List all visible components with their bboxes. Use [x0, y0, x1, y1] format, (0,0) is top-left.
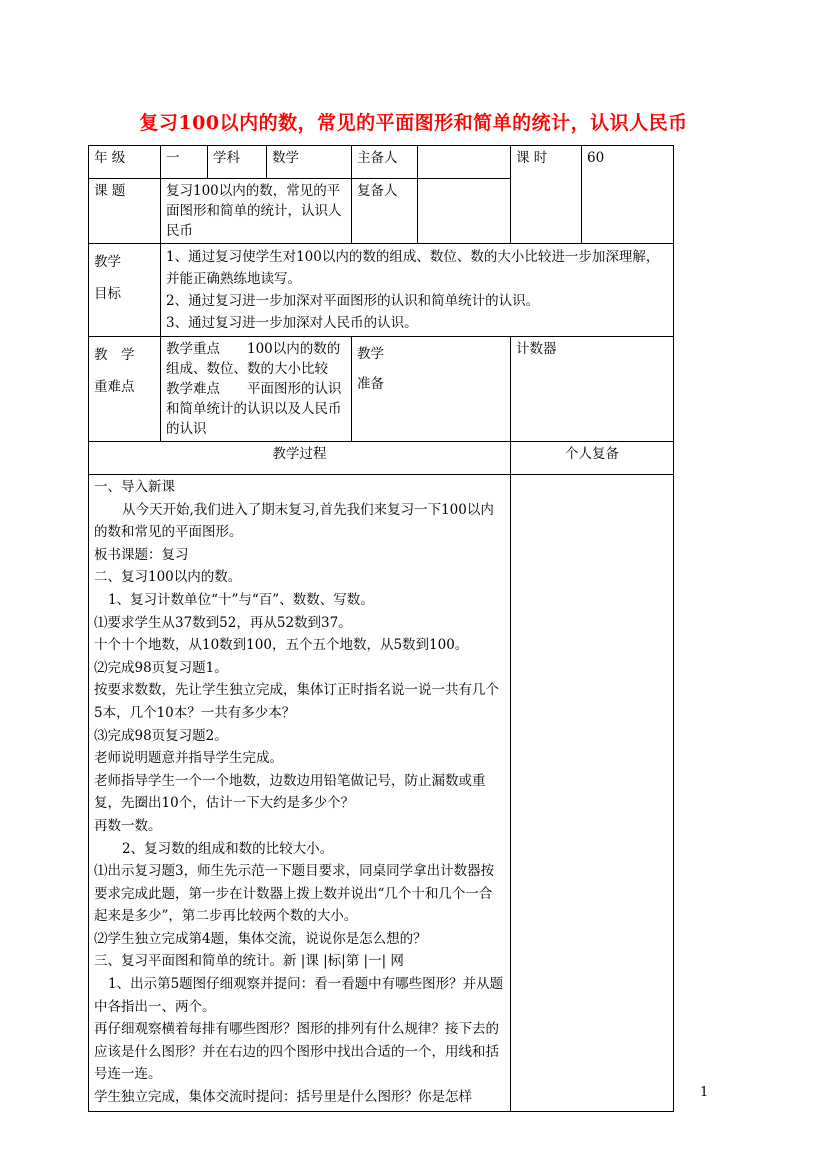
topic-value: 复习100以内的数，常见的平面图形和简单的统计，认识人民币 — [161, 179, 352, 244]
process-line: 板书课题：复习 — [94, 546, 189, 563]
process-line: 再仔细观察横着每排有哪些图形？图形的排列有什么规律？接下去的应该是什么图形？并在右边的四个图形中找出合适的一个，用线和括号连一连。 — [94, 1021, 499, 1083]
goals-label-line1: 教学 — [94, 254, 121, 270]
prep-label — [352, 337, 511, 442]
prep-label-line2: 准备 — [357, 376, 384, 392]
process-header: 教学过程 — [89, 442, 511, 475]
topic-label: 课 题 — [89, 179, 161, 244]
keypoints-label — [89, 337, 161, 442]
personal-review-header: 个人复备 — [511, 442, 674, 475]
process-content — [89, 475, 511, 1112]
process-line: 按要求数数，先让学生独立完成，集体订正时指名说一说一共有几个5本，几个10本？一共有多少本？ — [94, 682, 499, 721]
difficult-point: 教学难点 平面图形的认识和简单统计的认识以及人民币的认识 — [166, 381, 342, 437]
keypoints-label-line2: 重难点 — [94, 379, 135, 395]
goals-content — [161, 244, 674, 337]
goal-item: 2、通过复习进一步加深对平面图形的认识和简单统计的认识。 — [166, 293, 540, 309]
hours-label: 课 时 — [511, 146, 582, 244]
process-line: ⑵学生独立完成第4题，集体交流，说说你是怎么想的？ — [94, 930, 427, 947]
hours-value: 60 — [582, 146, 674, 244]
subject-label: 学科 — [208, 146, 267, 179]
lesson-plan-table — [88, 145, 674, 1112]
process-line: 学生独立完成，集体交流时提问：括号里是什么图形？你是怎样 — [94, 1089, 472, 1106]
process-line: 二、复习100以内的数。 — [94, 569, 242, 586]
goal-item: 3、通过复习进一步加深对人民币的认识。 — [166, 315, 418, 331]
grade-label: 年 级 — [89, 146, 161, 179]
process-line: 老师指导学生一个一个地数，边数边用铅笔做记号，防止漏数或重复，先圈出10个，估计一下大约是多少个？ — [94, 772, 486, 812]
keypoints-content — [161, 337, 352, 442]
goals-label — [89, 244, 161, 337]
process-line: ⑴出示复习题3，师生先示范一下题目要求，同桌同学拿出计数器按要求完成此题，第一步在计数器上拨上数并说出“几个十和几个一合起来是多少”，第二步再比较两个数的大小。 — [94, 863, 495, 925]
review-preparer-value — [418, 179, 511, 244]
process-line: 老师说明题意并指导学生完成。 — [94, 750, 283, 767]
main-preparer-label: 主备人 — [352, 146, 418, 179]
prep-value: 计数器 — [511, 337, 674, 442]
main-preparer-value — [418, 146, 511, 179]
process-line: 三、复习平面图和简单的统计。新 |课 |标|第 |一| 网 — [94, 953, 404, 970]
process-line: 1、复习计数单位“十”与“百”、数数、写数。 — [108, 591, 374, 608]
process-line: 2、复习数的组成和数的比较大小。 — [122, 840, 334, 857]
goal-item: 1、通过复习使学生对100以内的数的组成、数位、数的大小比较进一步加深理解，并能正确熟练地读写。 — [166, 249, 660, 287]
page-number: 1 — [700, 1085, 709, 1100]
process-line: 再数一数。 — [94, 817, 162, 834]
grade-value: 一 — [161, 146, 208, 179]
process-line: ⑶完成98页复习题2。 — [94, 727, 228, 744]
review-preparer-label: 复备人 — [352, 179, 418, 244]
personal-review-content — [511, 475, 674, 1112]
process-line: 1、出示第5题图仔细观察并提问：看一看题中有哪些图形？并从题中各指出一、两个。 — [94, 976, 504, 1015]
subject-value: 数学 — [267, 146, 352, 179]
process-line: ⑴要求学生从37数到52，再从52数到37。 — [94, 614, 352, 631]
process-line: ⑵完成98页复习题1。 — [94, 659, 228, 676]
process-line: 一、导入新课 — [94, 479, 175, 495]
process-line: 十个十个地数，从10数到100，五个五个地数，从5数到100。 — [94, 637, 469, 654]
goals-label-line2: 目标 — [94, 286, 121, 302]
key-point: 教学重点 100以内的数的组成、数位、数的大小比较 — [166, 341, 341, 377]
page-title: 复习100以内的数，常见的平面图形和简单的统计，认识人民币 — [139, 112, 688, 134]
prep-label-line1: 教学 — [357, 346, 384, 362]
keypoints-label-line1: 教 学 — [94, 347, 135, 363]
process-line: 从今天开始,我们进入了期末复习,首先我们来复习一下100以内的数和常见的平面图形。 — [94, 501, 494, 541]
